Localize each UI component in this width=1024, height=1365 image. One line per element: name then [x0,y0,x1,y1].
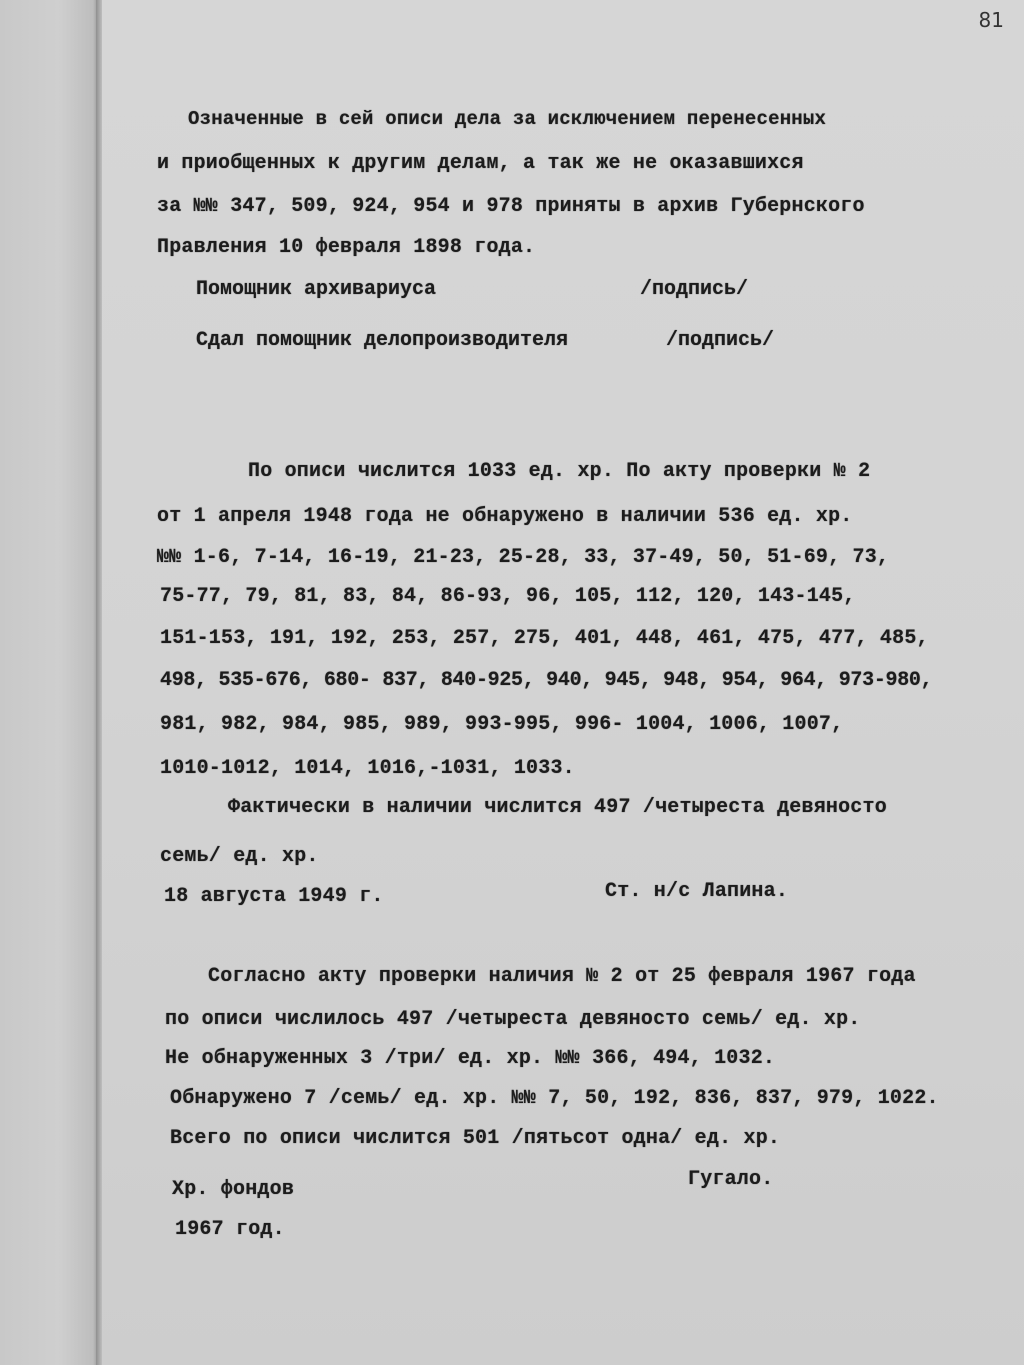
text-line: по описи числилось 497 /четыреста девяносто семь/ ед. хр. [165,1008,861,1031]
page-number: 81 [978,8,1004,32]
text-line: 151-153, 191, 192, 253, 257, 275, 401, 448, 461, 475, 477, 485, [160,627,929,650]
text-line: №№ 1-6, 7-14, 16-19, 21-23, 25-28, 33, 37-49, 50, 51-69, 73, [157,546,890,569]
text-line: семь/ ед. хр. [160,845,319,868]
text-line: от 1 апреля 1948 года не обнаружено в наличии 536 ед. хр. [157,505,853,528]
signature-mark: /подпись/ [666,329,775,352]
signature-role: Помощник архивариуса [196,278,437,301]
year-line: 1967 год. [175,1218,285,1241]
text-line: за №№ 347, 509, 924, 954 и 978 приняты в архив Губернского [157,195,865,218]
text-line: Согласно акту проверки наличия № 2 от 25 февраля 1967 года [208,965,916,988]
left-page-edge [0,0,98,1365]
signer-name: Гугало. [688,1168,774,1191]
text-line: Не обнаруженных 3 /три/ ед. хр. №№ 366, 494, 1032. [165,1047,776,1070]
text-line: Фактически в наличии числится 497 /четыреста девяносто [228,796,887,819]
text-line: Всего по описи числится 501 /пятьсот одна/ ед. хр. [170,1127,781,1150]
text-line: 75-77, 79, 81, 83, 84, 86-93, 96, 105, 112, 120, 143-145, [160,585,856,608]
text-line: 498, 535-676, 680- 837, 840-925, 940, 945, 948, 954, 964, 973-980, [160,669,933,692]
text-line: Правления 10 февраля 1898 года. [157,236,536,259]
text-line: По описи числится 1033 ед. хр. По акту проверки № 2 [248,460,871,483]
date-line: 18 августа 1949 г. [164,885,384,908]
signer-position: Хр. фондов [172,1178,295,1201]
signature-role: Сдал помощник делопроизводителя [196,329,569,352]
text-line: Обнаружено 7 /семь/ ед. хр. №№ 7, 50, 192, 836, 837, 979, 1022. [170,1087,939,1110]
text-line: Означенные в сей описи дела за исключением перенесенных [188,108,827,130]
text-line: и приобщенных к другим делам, а так же не оказавшихся [157,152,804,175]
text-line: 1010-1012, 1014, 1016,-1031, 1033. [160,757,575,780]
signer-name: Ст. н/с Лапина. [605,880,789,903]
text-line: 981, 982, 984, 985, 989, 993-995, 996- 1004, 1006, 1007, [160,713,844,736]
signature-mark: /подпись/ [640,278,749,301]
